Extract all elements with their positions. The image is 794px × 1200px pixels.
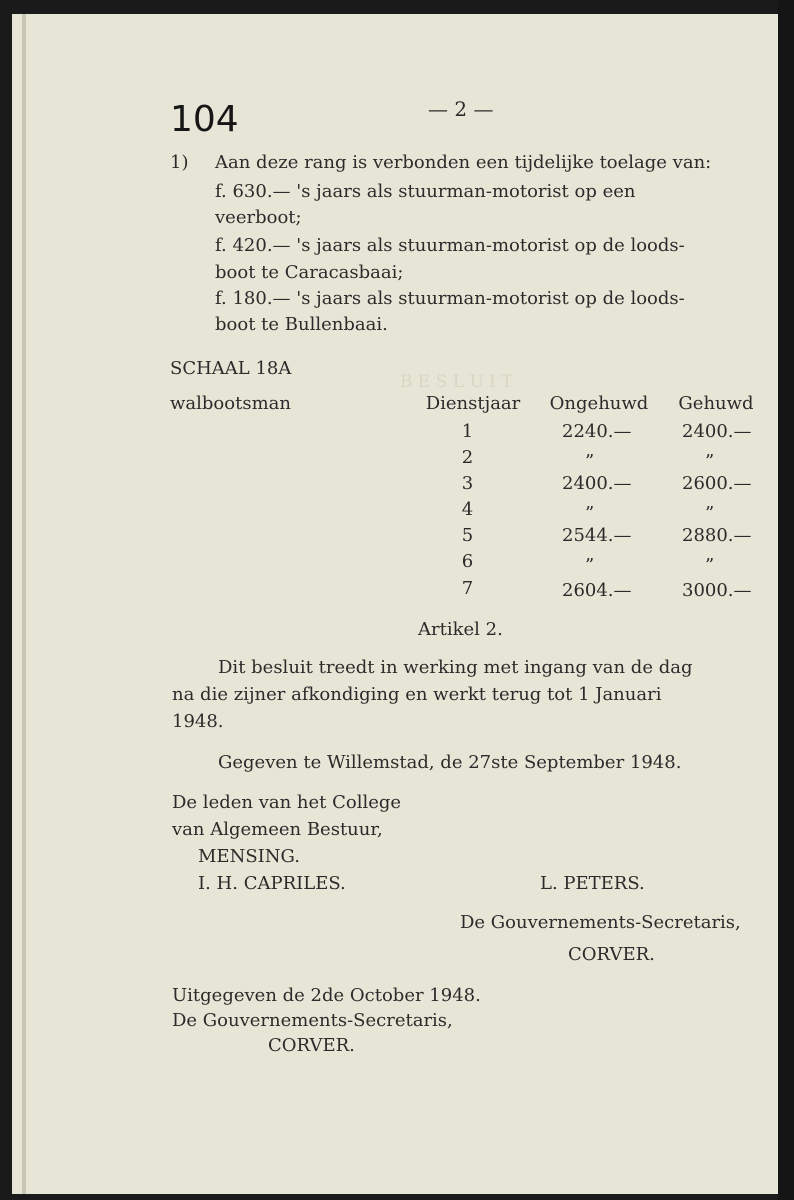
scale-rank: walbootsman: [170, 393, 291, 414]
footnote-line: boot te Caracasbaai;: [215, 262, 404, 283]
secretary-name: CORVER.: [568, 944, 655, 965]
footnote-line: boot te Bullenbaai.: [215, 314, 388, 335]
stamp-number: 104: [170, 99, 239, 140]
footnote-line: f. 630.— 's jaars als stuurman-motorist op een: [215, 181, 636, 202]
table-cell: 2400.—: [562, 473, 632, 494]
scanner-border: [778, 0, 794, 1200]
table-cell: ”: [705, 503, 715, 524]
table-cell: 2544.—: [562, 525, 632, 546]
college-line: De leden van het College: [172, 792, 402, 813]
footnote-line: veerboot;: [215, 207, 302, 228]
scale-title: SCHAAL 18A: [170, 358, 292, 379]
issued-line: Uitgegeven de 2de October 1948.: [172, 985, 481, 1006]
issued-name: CORVER.: [268, 1035, 355, 1056]
table-cell: 3: [461, 473, 474, 494]
table-cell: 1: [461, 421, 474, 442]
issued-line: De Gouvernements-Secretaris,: [172, 1010, 453, 1031]
given-line: Gegeven te Willemstad, de 27ste September 1948.: [218, 752, 682, 773]
table-cell: 2604.—: [562, 580, 632, 601]
table-cell: 2600.—: [682, 473, 752, 494]
article-line: 1948.: [172, 711, 224, 732]
table-cell: 4: [461, 499, 474, 520]
table-cell: 2880.—: [682, 525, 752, 546]
table-cell: 3000.—: [682, 580, 752, 601]
table-cell: ”: [705, 555, 715, 576]
table-cell: 2400.—: [682, 421, 752, 442]
signatory-name: L. PETERS.: [540, 873, 645, 894]
table-cell: 2: [461, 447, 474, 468]
table-header: Ongehuwd: [549, 393, 649, 414]
college-line: van Algemeen Bestuur,: [172, 819, 383, 840]
signatory-name: I. H. CAPRILES.: [198, 873, 346, 894]
table-header: Dienstjaar: [425, 393, 521, 414]
table-cell: ”: [585, 555, 595, 576]
table-header: Gehuwd: [678, 393, 754, 414]
bleed-through: B E S L U I T: [400, 372, 513, 392]
article-line: Dit besluit treedt in werking met ingang van de dag: [218, 657, 693, 678]
table-cell: ”: [585, 451, 595, 472]
table-cell: ”: [585, 503, 595, 524]
page-edge: [22, 14, 26, 1194]
footnote-line: f. 420.— 's jaars als stuurman-motorist op de loods-: [215, 235, 685, 256]
footnote-line: Aan deze rang is verbonden een tijdelijke toelage van:: [215, 152, 712, 173]
signatory-name: MENSING.: [198, 846, 300, 867]
table-cell: 6: [461, 551, 474, 572]
footnote-line: f. 180.— 's jaars als stuurman-motorist op de loods-: [215, 288, 685, 309]
secretary-title: De Gouvernements-Secretaris,: [460, 912, 741, 933]
article-heading: Artikel 2.: [418, 619, 503, 640]
table-cell: 7: [461, 578, 474, 599]
article-line: na die zijner afkondiging en werkt terug tot 1 Januari: [172, 684, 662, 705]
table-cell: 2240.—: [562, 421, 632, 442]
page-number: — 2 —: [428, 97, 494, 121]
table-cell: ”: [705, 451, 715, 472]
table-cell: 5: [461, 525, 474, 546]
footnote-marker: 1): [170, 152, 189, 173]
